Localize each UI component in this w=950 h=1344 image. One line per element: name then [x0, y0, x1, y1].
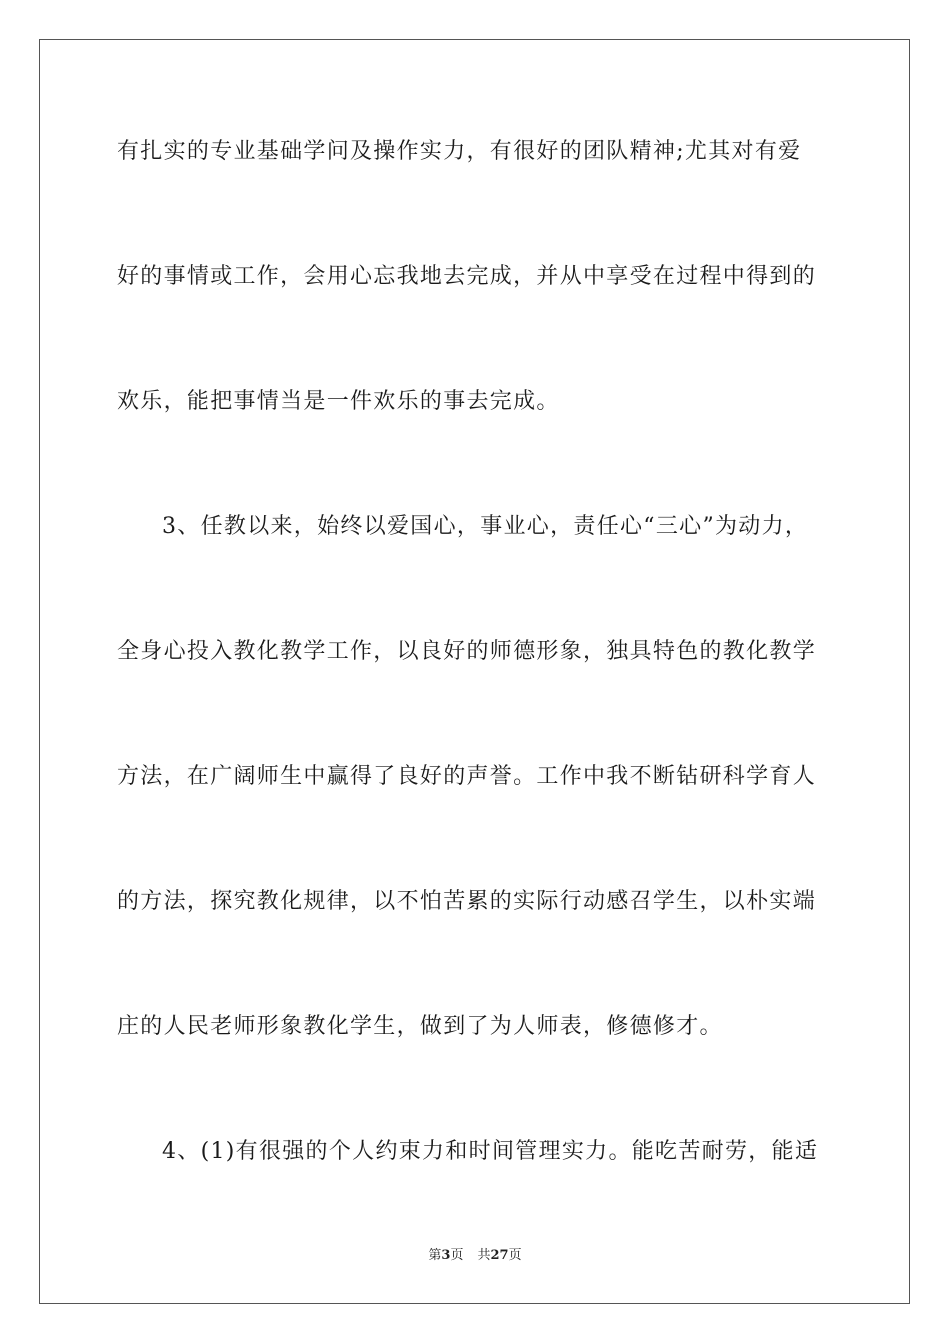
text-line-5: 全身心投入教化教学工作，以良好的师德形象，独具特色的教化教学 — [117, 639, 817, 664]
text-line-6: 方法，在广阔师生中赢得了良好的声誉。工作中我不断钻研科学育人 — [117, 764, 817, 789]
text-line-7: 的方法，探究教化规律，以不怕苦累的实际行动感召学生，以朴实端 — [117, 889, 817, 914]
page-footer — [0, 1247, 950, 1265]
text-line-9: 4、(1)有很强的个人约束力和时间管理实力。能吃苦耐劳，能适 — [162, 1139, 819, 1164]
page-prefix: 第 — [428, 1248, 442, 1263]
text-line-2: 好的事情或工作，会用心忘我地去完成，并从中享受在过程中得到的 — [117, 264, 817, 289]
text-line-4: 3、任教以来，始终以爱国心，事业心，责任心“三心”为动力， — [162, 514, 809, 539]
page-number: 3 — [441, 1248, 451, 1263]
page-suffix: 页 — [450, 1248, 464, 1263]
text-line-1: 有扎实的专业基础学问及操作实力，有很好的团队精神;尤其对有爱 — [117, 139, 802, 164]
page-border — [39, 39, 910, 1304]
total-suffix: 页 — [508, 1248, 522, 1263]
total-prefix: 共 — [477, 1248, 491, 1263]
text-line-8: 庄的人民老师形象教化学生，做到了为人师表，修德修才。 — [117, 1014, 723, 1039]
total-pages: 27 — [490, 1248, 509, 1263]
text-line-3: 欢乐，能把事情当是一件欢乐的事去完成。 — [117, 389, 560, 414]
